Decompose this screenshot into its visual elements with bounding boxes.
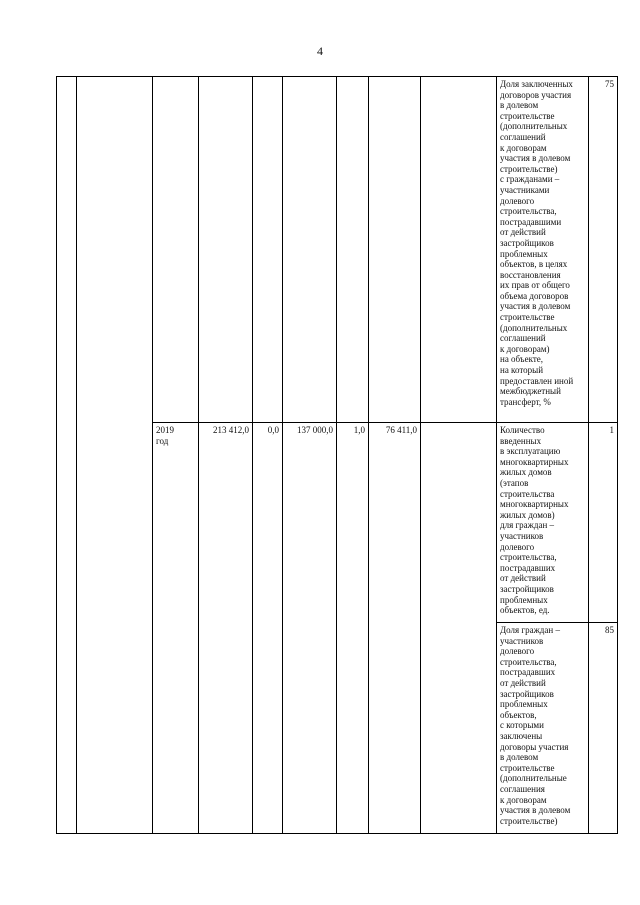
program-table xyxy=(56,76,618,834)
table-cell xyxy=(421,423,497,834)
table-cell xyxy=(77,77,153,834)
table-cell xyxy=(199,77,253,423)
value-cell: 85 xyxy=(589,623,618,834)
total-cell: 213 412,0 xyxy=(199,423,253,834)
table-cell xyxy=(153,77,199,423)
table-cell xyxy=(57,77,77,834)
amount-cell: 1,0 xyxy=(337,423,369,834)
table-cell xyxy=(337,77,369,423)
year-cell: 2019 год xyxy=(153,423,199,834)
table-cell xyxy=(283,77,337,423)
indicator-cell: Доля заключенных договоров участия в долевом строительстве (дополнительных соглашений к договорам участия в долевом строительстве) с гражданами – участниками долевого строительства, пострадавшими от действий застройщиков проблемных объектов, в целях восстановления их прав от общего объема договоров участия в долевом строительстве (дополнительных соглашений к договорам) на объекте, на который предоставлен иной межбюджетный трансферт, % xyxy=(497,77,589,423)
value-cell: 75 xyxy=(589,77,618,423)
table-cell xyxy=(253,77,283,423)
amount-cell: 137 000,0 xyxy=(283,423,337,834)
value-cell: 1 xyxy=(589,423,618,623)
table-cell xyxy=(369,77,421,423)
table-row xyxy=(57,77,618,423)
amount-cell: 76 411,0 xyxy=(369,423,421,834)
table-cell xyxy=(421,77,497,423)
indicator-cell: Доля граждан – участников долевого строительства, пострадавших от действий застройщиков проблемных объектов, с которыми заключены договоры участия в долевом строительстве (дополнительные соглашения к договорам участия в долевом строительстве) xyxy=(497,623,589,834)
indicator-cell: Количество введенных в эксплуатацию многоквартирных жилых домов (этапов строительства многоквартирных жилых домов) для граждан – участников долевого строительства, пострадавших от действий застройщиков проблемных объектов, ед. xyxy=(497,423,589,623)
amount-cell: 0,0 xyxy=(253,423,283,834)
page-number: 4 xyxy=(317,44,323,58)
